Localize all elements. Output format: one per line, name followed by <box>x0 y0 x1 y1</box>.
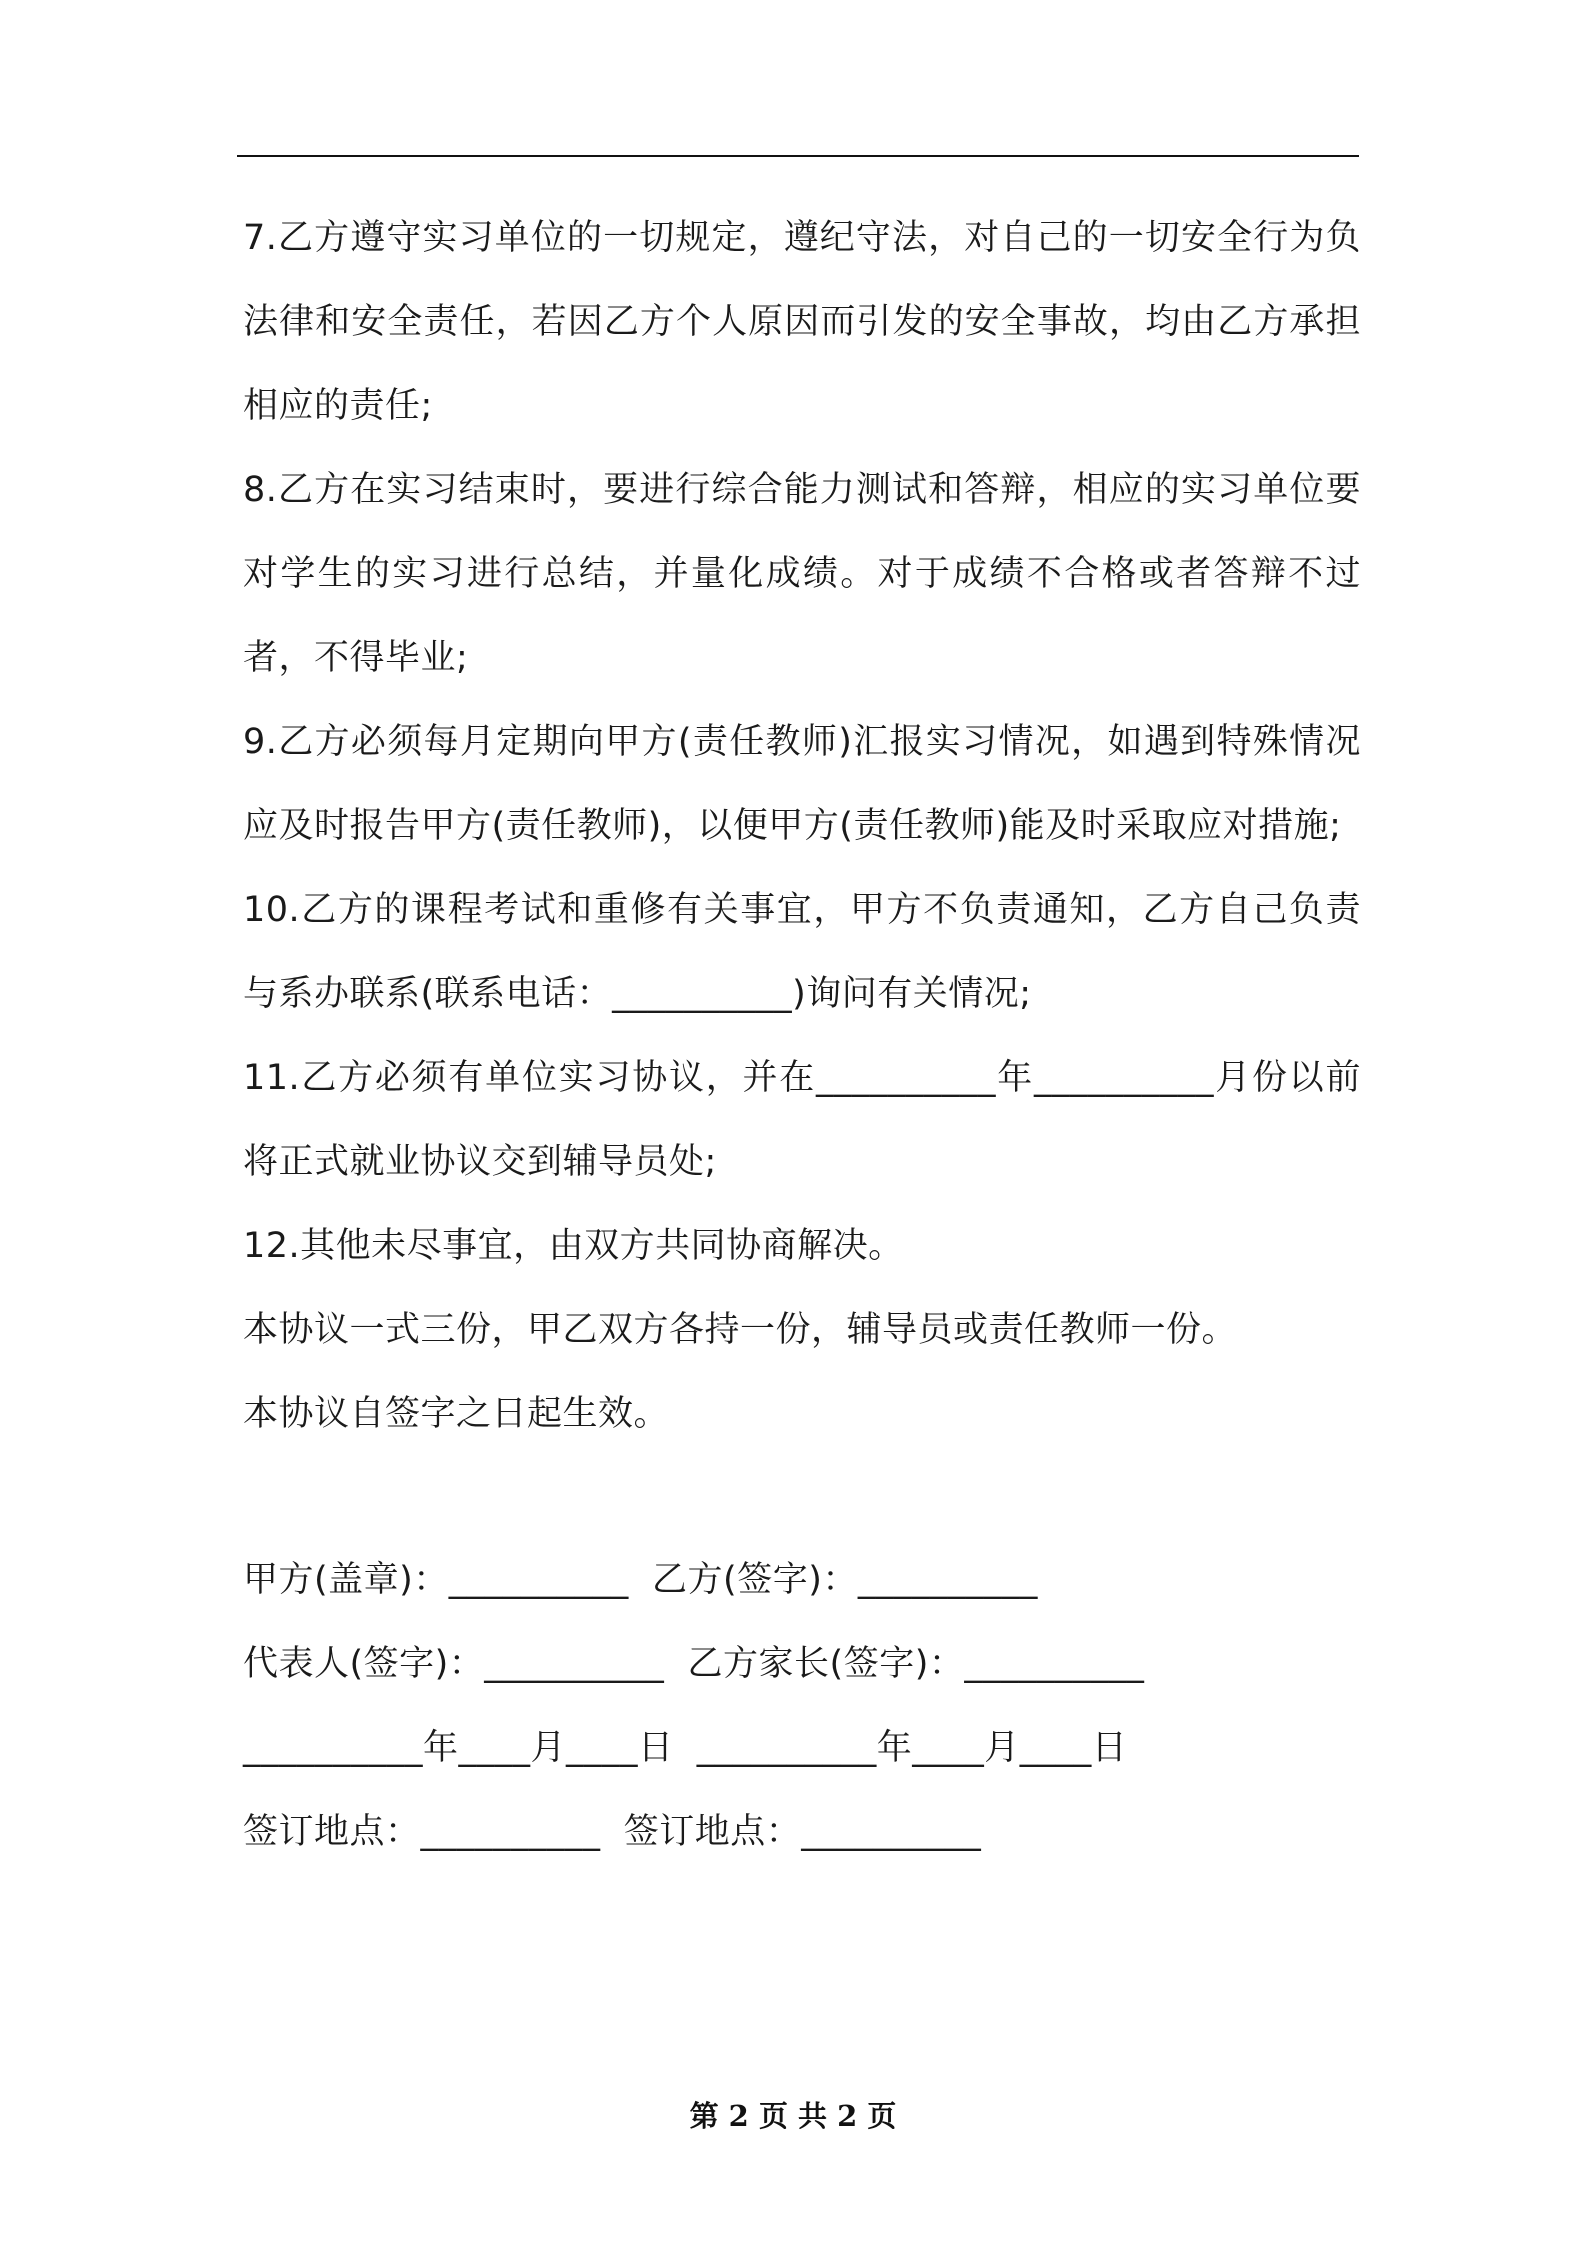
clause-10: 10.乙方的课程考试和重修有关事宜，甲方不负责通知，乙方自己负责与系办联系(联系电话：__________)询问有关情况; <box>243 890 1361 1014</box>
page-number: 第 2 页 共 2 页 <box>689 2099 897 2133</box>
signature-place-line: 签订地点：__________ 签订地点：__________ <box>243 1812 982 1852</box>
clause-8: 8.乙方在实习结束时，要进行综合能力测试和答辩，相应的实习单位要对学生的实习进行总结，并量化成绩。对于成绩不合格或者答辩不过者，不得毕业; <box>243 470 1361 678</box>
effective-statement: 本协议自签字之日起生效。 <box>243 1394 670 1434</box>
clause-7: 7.乙方遵守实习单位的一切规定，遵纪守法，对自己的一切安全行为负法律和安全责任，若因乙方个人原因而引发的安全事故，均由乙方承担相应的责任; <box>243 218 1361 426</box>
clause-11: 11.乙方必须有单位实习协议，并在__________年__________月份以前将正式就业协议交到辅导员处; <box>243 1058 1361 1182</box>
agreement-clauses <box>243 196 1361 1456</box>
signature-parties-line: 甲方(盖章)：__________ 乙方(签字)：__________ <box>243 1560 1038 1600</box>
header-rule <box>237 155 1359 157</box>
signature-block <box>243 1538 1361 1874</box>
clause-12: 12.其他未尽事宜，由双方共同协商解决。 <box>243 1226 904 1266</box>
copies-statement: 本协议一式三份，甲乙双方各持一份，辅导员或责任教师一份。 <box>243 1310 1238 1350</box>
signature-date-line: __________年____月____日 __________年____月____日 <box>243 1728 1128 1768</box>
clause-9: 9.乙方必须每月定期向甲方(责任教师)汇报实习情况，如遇到特殊情况应及时报告甲方(责任教师)，以便甲方(责任教师)能及时采取应对措施; <box>243 722 1361 846</box>
signature-representatives-line: 代表人(签字)：__________ 乙方家长(签字)：__________ <box>243 1644 1145 1684</box>
